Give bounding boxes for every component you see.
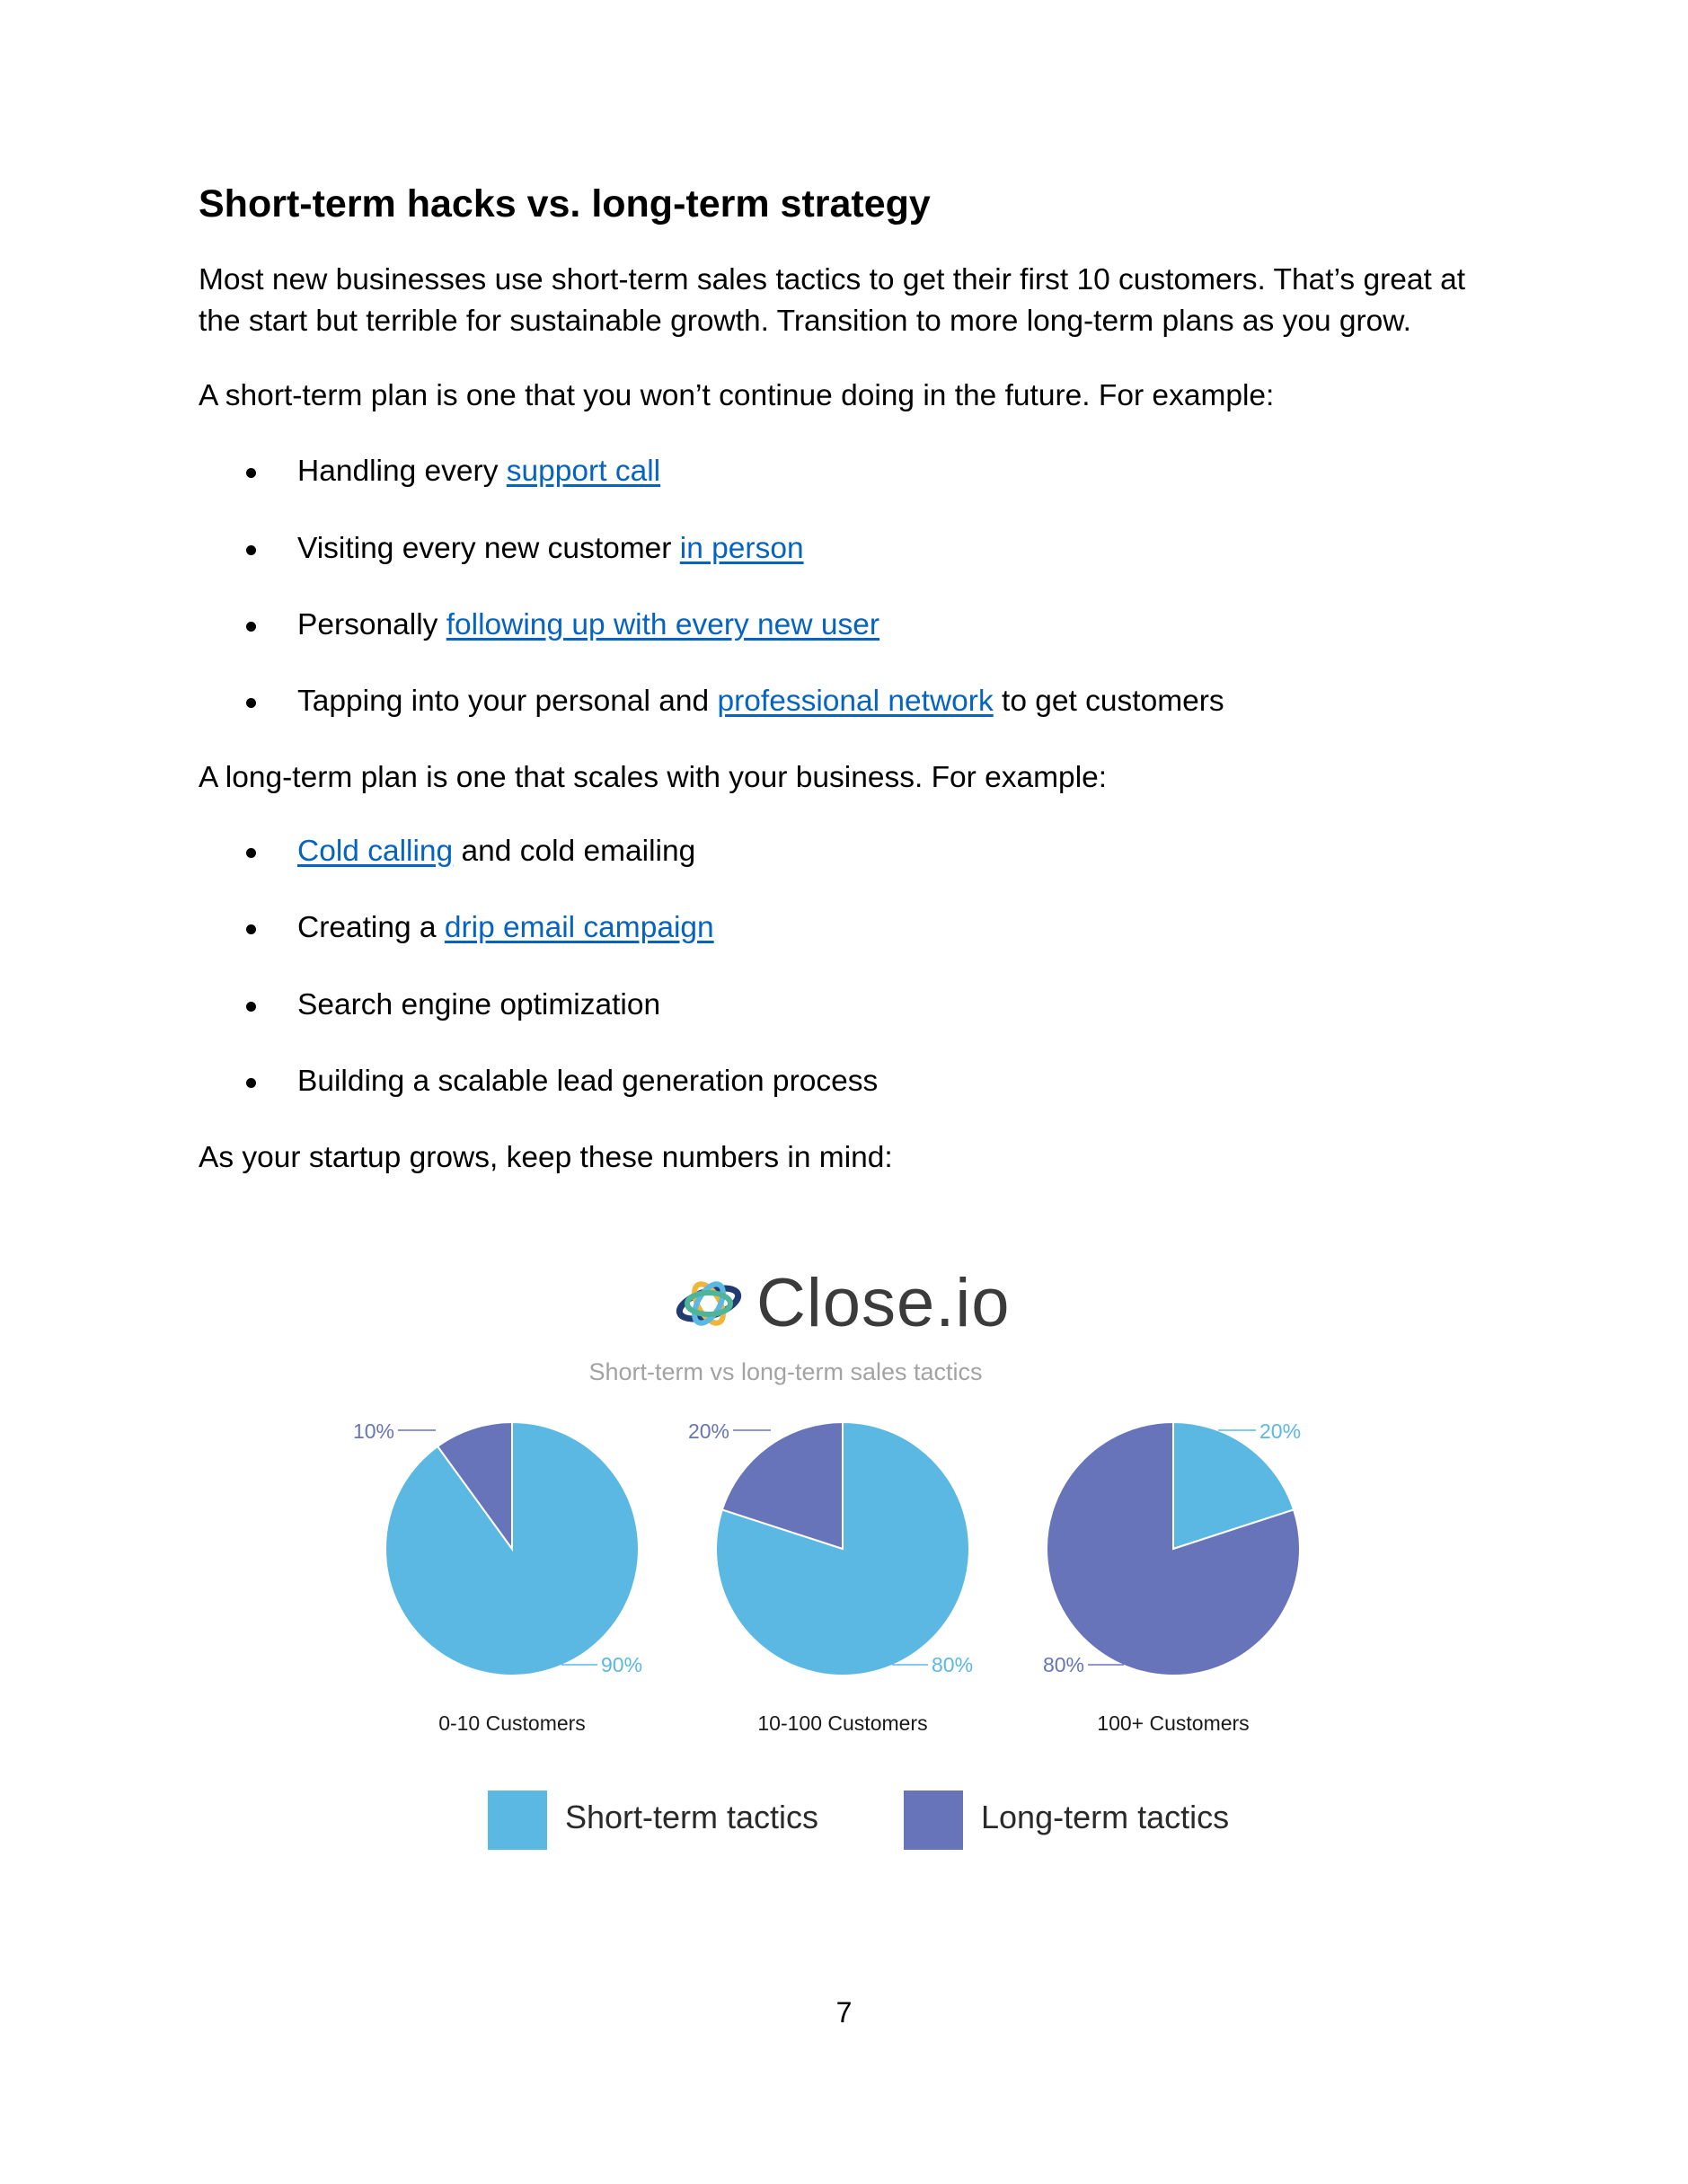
item-text: and cold emailing xyxy=(453,835,696,868)
item-text: Personally xyxy=(297,608,446,641)
in-person-link[interactable]: in person xyxy=(679,532,804,565)
legend-swatch-short-term xyxy=(488,1791,547,1850)
intro-line-1: Most new businesses use short-term sales tactics to get their first 10 customers. That’s great at xyxy=(199,263,1466,296)
following-up-link[interactable]: following up with every new user xyxy=(446,608,879,641)
long-term-lead: A long-term plan is one that scales with your business. For example: xyxy=(199,761,1108,794)
section-heading: Short-term hacks vs. long-term strategy xyxy=(199,182,931,225)
category-label: 100+ Customers xyxy=(1097,1711,1250,1735)
legend-label-long-term: Long-term tactics xyxy=(981,1799,1230,1835)
value-label-long-term: 80% xyxy=(1042,1653,1084,1676)
item-text: Handling every xyxy=(297,455,507,488)
item-text: Tapping into your personal and xyxy=(297,685,718,718)
item-text: Visiting every new customer xyxy=(297,532,680,565)
category-label: 10-100 Customers xyxy=(757,1711,928,1735)
support-call-link[interactable]: support call xyxy=(506,455,661,488)
chart-legend xyxy=(0,1791,1688,1853)
value-label-long-term: 20% xyxy=(687,1419,729,1443)
value-label-long-term: 10% xyxy=(352,1419,394,1443)
item-text: Building a scalable lead generation process xyxy=(297,1065,879,1098)
intro-line-2: the start but terrible for sustainable growth. Transition to more long-term plans as you grow. xyxy=(199,305,1411,338)
category-label: 0-10 Customers xyxy=(438,1711,586,1735)
page-number: 7 xyxy=(835,1996,853,2029)
legend-swatch-long-term xyxy=(904,1791,963,1850)
brand-wordmark: Close.io xyxy=(756,1265,1011,1341)
item-text: Creating a xyxy=(297,911,445,944)
short-term-lead: A short-term plan is one that you won’t continue doing in the future. For example: xyxy=(199,379,1275,412)
drip-email-campaign-link[interactable]: drip email campaign xyxy=(444,911,714,944)
item-text: Search engine optimization xyxy=(297,988,661,1021)
value-label-short-term: 80% xyxy=(932,1653,974,1676)
value-label-short-term: 90% xyxy=(601,1653,643,1676)
figure-subtitle: Short-term vs long-term sales tactics xyxy=(588,1358,983,1385)
closing-sentence: As your startup grows, keep these numbers in mind: xyxy=(199,1141,893,1174)
legend-label-short-term: Short-term tactics xyxy=(565,1799,819,1835)
item-text: to get customers xyxy=(993,685,1224,718)
cold-calling-link[interactable]: Cold calling xyxy=(297,835,454,868)
value-label-short-term: 20% xyxy=(1259,1419,1302,1443)
professional-network-link[interactable]: professional network xyxy=(717,685,994,718)
